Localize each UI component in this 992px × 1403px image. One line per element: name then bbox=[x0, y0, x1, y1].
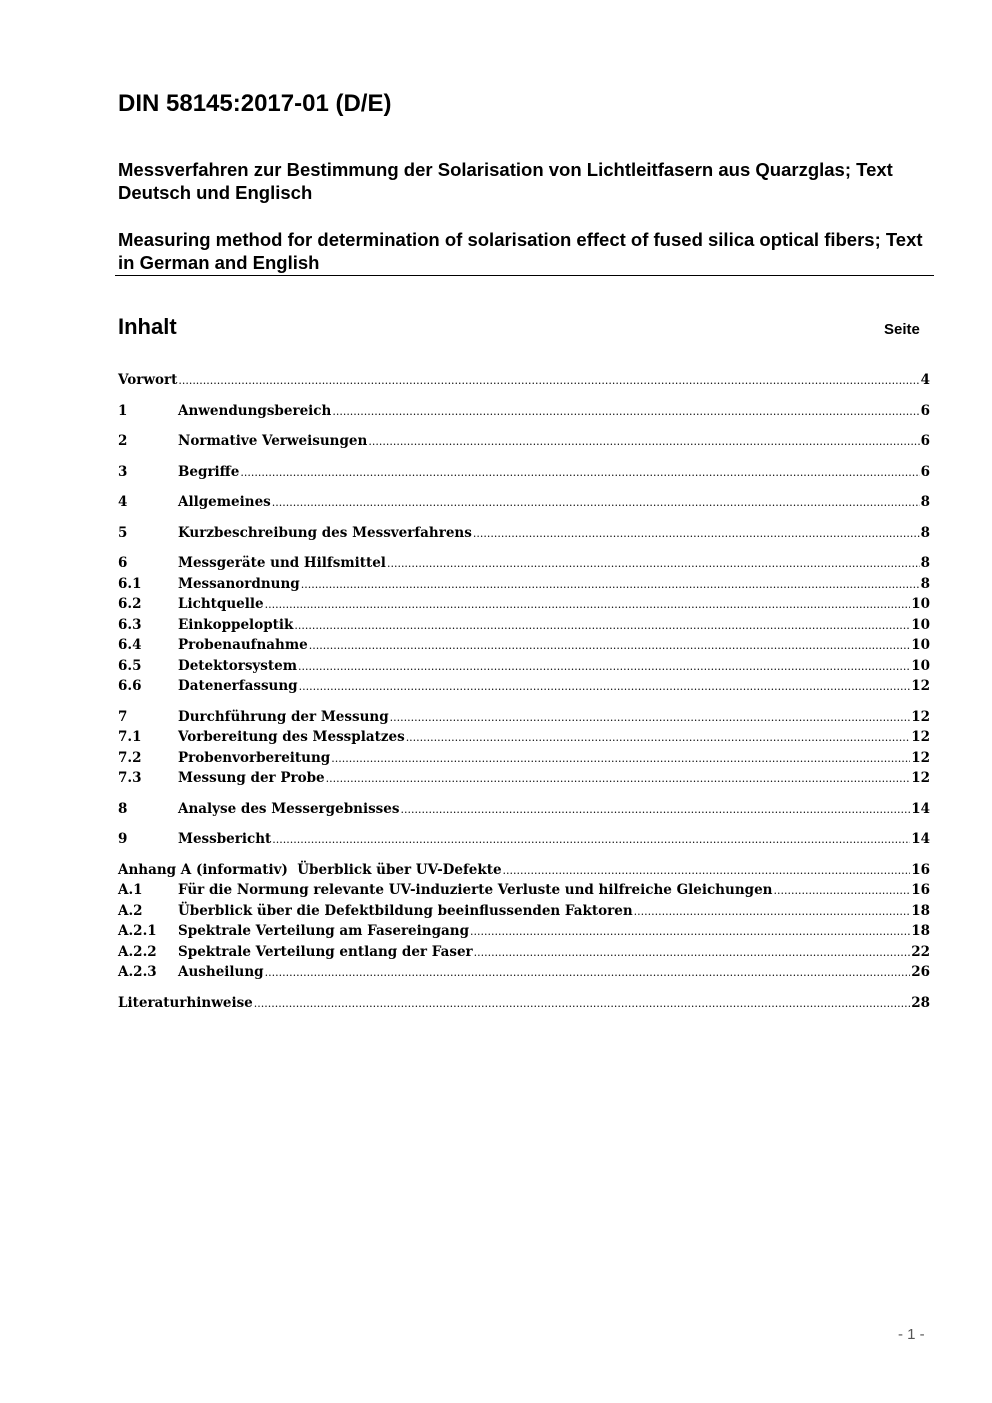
toc-entry-number: 6.3 bbox=[118, 616, 142, 633]
toc-leader-dots bbox=[634, 901, 911, 923]
toc-entry[interactable] bbox=[118, 574, 930, 595]
toc-entry-page: 22 bbox=[911, 943, 930, 960]
toc-entry-title: Messgeräte und Hilfsmittel bbox=[178, 555, 386, 571]
toc-entry-title: Einkoppeloptik bbox=[178, 616, 294, 633]
toc-leader-dots bbox=[265, 962, 911, 984]
toc-entry[interactable] bbox=[118, 921, 930, 942]
toc-entry-title: Probenaufnahme bbox=[178, 637, 308, 653]
toc-entry[interactable] bbox=[118, 727, 930, 748]
toc-entry-number: 6.2 bbox=[118, 596, 142, 612]
toc-entry-number: 2 bbox=[118, 433, 128, 449]
toc-entry-title: Anwendungsbereich bbox=[178, 402, 332, 419]
toc-entry-title: Allgemeines bbox=[178, 494, 271, 510]
toc-entry[interactable] bbox=[118, 829, 930, 850]
toc-leader-dots bbox=[254, 993, 910, 1015]
toc-entry-title: Messung der Probe bbox=[178, 770, 325, 786]
toc-entry-title: Messanordnung bbox=[178, 575, 300, 592]
toc-entry[interactable] bbox=[118, 370, 930, 391]
toc-entry[interactable] bbox=[118, 635, 930, 656]
toc-entry-title: Lichtquelle bbox=[178, 596, 264, 612]
toc-entry[interactable] bbox=[118, 523, 930, 544]
toc-leader-dots bbox=[332, 401, 919, 423]
toc-entry[interactable] bbox=[118, 656, 930, 677]
toc-entry-title: Ausheilung bbox=[178, 964, 264, 980]
toc-entry-page: 12 bbox=[911, 708, 930, 725]
toc-entry-page: 16 bbox=[911, 882, 930, 898]
toc-entry[interactable] bbox=[118, 993, 930, 1014]
toc-heading: Inhalt bbox=[118, 314, 177, 339]
toc-entry-number: 5 bbox=[118, 524, 128, 541]
toc-entry[interactable] bbox=[118, 401, 930, 422]
toc-leader-dots bbox=[473, 523, 920, 545]
toc-entry-page: 14 bbox=[911, 831, 930, 847]
toc-leader-dots bbox=[309, 635, 910, 657]
toc-leader-dots bbox=[178, 370, 919, 392]
toc-entry-title: Anhang A (informativ) Überblick über UV-Defekte bbox=[118, 861, 502, 878]
toc-entry-page: 8 bbox=[920, 524, 930, 541]
toc-entry-number: 1 bbox=[118, 402, 128, 419]
toc-leader-dots bbox=[326, 768, 911, 790]
toc-entry-title: Begriffe bbox=[178, 463, 240, 480]
toc-entry-title: Normative Verweisungen bbox=[178, 433, 368, 449]
toc-entry[interactable] bbox=[118, 799, 930, 820]
toc-entry-title: Vorwort bbox=[118, 372, 178, 388]
toc-entry[interactable] bbox=[118, 880, 930, 901]
toc-entry[interactable] bbox=[118, 942, 930, 963]
toc-entry-page: 6 bbox=[920, 402, 930, 419]
toc-entry-page: 12 bbox=[911, 770, 930, 786]
toc-entry-title: Spektrale Verteilung entlang der Faser bbox=[178, 943, 473, 960]
toc-entry-title: Literaturhinweise bbox=[118, 994, 253, 1011]
toc-entry-number: A.2.3 bbox=[118, 964, 157, 980]
toc-entry-page: 8 bbox=[920, 575, 930, 592]
table-of-contents bbox=[118, 370, 930, 1013]
toc-entry-number: 7.3 bbox=[118, 770, 142, 786]
toc-entry[interactable] bbox=[118, 748, 930, 769]
toc-leader-dots bbox=[387, 553, 920, 575]
toc-entry-number: A.2.2 bbox=[118, 943, 157, 960]
toc-entry-page: 18 bbox=[911, 923, 930, 939]
toc-entry[interactable] bbox=[118, 431, 930, 452]
subtitle-german: Messverfahren zur Bestimmung der Solarisation von Lichtleitfasern aus Quarzglas; Text Deutsch und Englisch bbox=[118, 159, 893, 203]
toc-entry-page: 6 bbox=[920, 433, 930, 449]
toc-leader-dots bbox=[400, 799, 910, 821]
toc-entry-title: Für die Normung relevante UV-induzierte Verluste und hilfreiche Gleichungen bbox=[178, 882, 773, 898]
toc-entry[interactable] bbox=[118, 492, 930, 513]
toc-leader-dots bbox=[503, 860, 911, 882]
toc-entry-number: 7 bbox=[118, 708, 128, 725]
toc-leader-dots bbox=[470, 921, 910, 943]
toc-entry-title: Vorbereitung des Messplatzes bbox=[178, 729, 405, 745]
toc-entry-page: 6 bbox=[920, 463, 930, 480]
toc-entry-title: Detektorsystem bbox=[178, 657, 297, 674]
toc-leader-dots bbox=[265, 594, 911, 616]
toc-entry[interactable] bbox=[118, 901, 930, 922]
toc-entry-title: Spektrale Verteilung am Fasereingang bbox=[178, 923, 470, 939]
toc-entry-page: 8 bbox=[920, 494, 930, 510]
toc-entry-page: 16 bbox=[911, 861, 930, 878]
toc-leader-dots bbox=[368, 431, 919, 453]
toc-entry-number: 8 bbox=[118, 800, 128, 817]
toc-entry-title: Durchführung der Messung bbox=[178, 708, 389, 725]
toc-entry-number: A.1 bbox=[118, 882, 143, 898]
toc-entry-page: 8 bbox=[920, 555, 930, 571]
toc-entry-title: Messbericht bbox=[178, 831, 272, 847]
toc-leader-dots bbox=[406, 727, 911, 749]
toc-entry[interactable] bbox=[118, 553, 930, 574]
toc-entry-page: 28 bbox=[911, 994, 930, 1011]
toc-entry-page: 10 bbox=[911, 596, 930, 612]
toc-entry-page: 10 bbox=[911, 616, 930, 633]
toc-entry-page: 12 bbox=[911, 678, 930, 694]
toc-entry-number: 3 bbox=[118, 463, 128, 480]
toc-entry[interactable] bbox=[118, 676, 930, 697]
toc-entry-page: 18 bbox=[911, 902, 930, 919]
toc-leader-dots bbox=[272, 829, 910, 851]
toc-entry-page: 12 bbox=[911, 729, 930, 745]
toc-entry-number: 6 bbox=[118, 555, 128, 571]
toc-entry-page: 12 bbox=[911, 749, 930, 766]
toc-entry-number: 7.2 bbox=[118, 749, 142, 766]
toc-entry-title: Analyse des Messergebnisses bbox=[178, 800, 400, 817]
toc-entry-number: A.2.1 bbox=[118, 923, 157, 939]
toc-entry[interactable] bbox=[118, 768, 930, 789]
subtitle-english: Measuring method for determination of solarisation effect of fused silica optical fibers; Text in German and English bbox=[118, 229, 923, 273]
toc-entry-number: 6.4 bbox=[118, 637, 142, 653]
toc-entry[interactable] bbox=[118, 860, 930, 881]
toc-entry-title: Probenvorbereitung bbox=[178, 749, 331, 766]
toc-entry[interactable] bbox=[118, 594, 930, 615]
toc-entry-number: 6.5 bbox=[118, 657, 142, 674]
toc-leader-dots bbox=[301, 574, 920, 596]
toc-leader-dots bbox=[294, 615, 910, 637]
toc-entry[interactable] bbox=[118, 615, 930, 636]
toc-entry[interactable] bbox=[118, 462, 930, 483]
toc-entry[interactable] bbox=[118, 962, 930, 983]
toc-entry-number: 6.1 bbox=[118, 575, 142, 592]
toc-leader-dots bbox=[299, 676, 911, 698]
toc-entry[interactable] bbox=[118, 707, 930, 728]
toc-leader-dots bbox=[240, 462, 919, 484]
toc-entry-number: A.2 bbox=[118, 902, 143, 919]
toc-entry-title: Datenerfassung bbox=[178, 678, 298, 694]
toc-entry-page: 10 bbox=[911, 637, 930, 653]
toc-leader-dots bbox=[474, 942, 911, 964]
page-number: - 1 - bbox=[898, 1326, 925, 1343]
toc-entry-number: 7.1 bbox=[118, 729, 142, 745]
toc-entry-page: 14 bbox=[911, 800, 930, 817]
toc-entry-number: 6.6 bbox=[118, 678, 142, 694]
toc-entry-title: Kurzbeschreibung des Messverfahrens bbox=[178, 524, 472, 541]
toc-leader-dots bbox=[331, 748, 910, 770]
toc-entry-number: 4 bbox=[118, 494, 128, 510]
toc-entry-title: Überblick über die Defektbildung beeinflussenden Faktoren bbox=[178, 902, 633, 919]
toc-leader-dots bbox=[272, 492, 920, 514]
toc-leader-dots bbox=[773, 880, 910, 902]
document-title: DIN 58145:2017-01 (D/E) bbox=[118, 90, 392, 117]
toc-entry-page: 4 bbox=[920, 372, 930, 388]
toc-leader-dots bbox=[298, 656, 910, 678]
title-divider bbox=[115, 275, 934, 276]
toc-page-label: Seite bbox=[884, 321, 920, 338]
toc-entry-number: 9 bbox=[118, 831, 128, 847]
toc-entry-page: 26 bbox=[911, 964, 930, 980]
toc-leader-dots bbox=[390, 707, 911, 729]
toc-entry-page: 10 bbox=[911, 657, 930, 674]
